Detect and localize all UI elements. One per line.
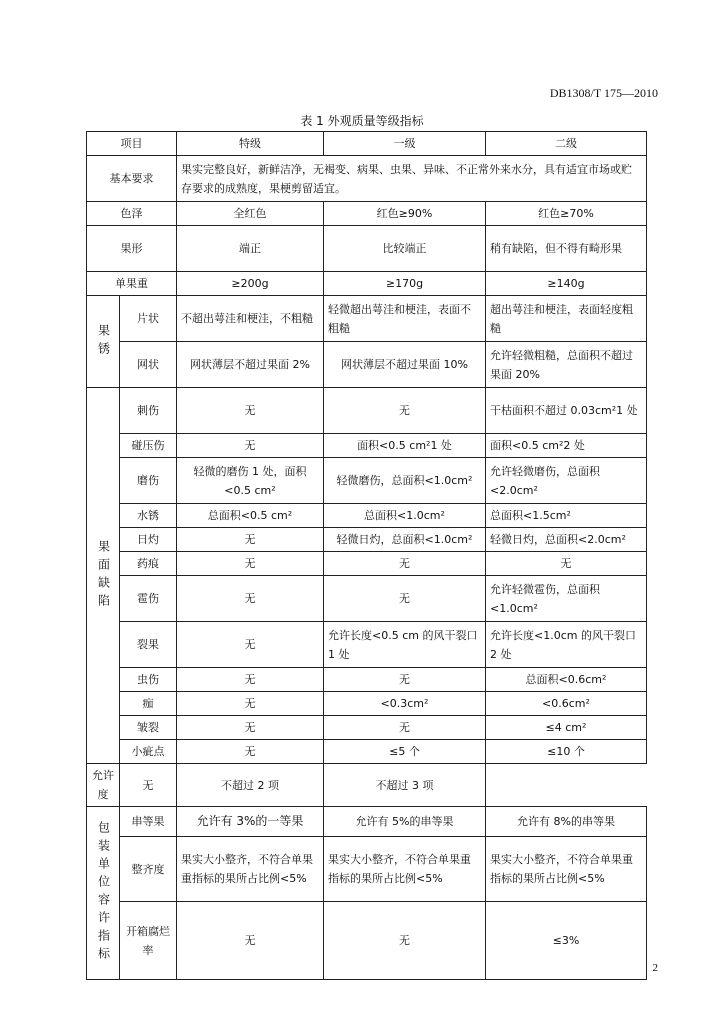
group-label-defects: 果面缺陷	[87, 388, 120, 764]
cell: 无	[177, 552, 324, 576]
cell: ≥200g	[177, 272, 324, 296]
cell: 轻微的磨伤 1 处，面积<0.5 cm²	[177, 458, 324, 504]
cell: 无	[324, 552, 486, 576]
table-row	[87, 716, 647, 740]
table-row	[87, 902, 647, 980]
row-label: 裂果	[120, 622, 177, 668]
table-row	[87, 272, 647, 296]
row-label: 磨伤	[120, 458, 177, 504]
cell: 果实大小整齐，不符合单果重指标的果所占比例<5%	[177, 837, 324, 902]
cell: 允许有 8%的串等果	[486, 807, 647, 837]
cell: 红色≥70%	[486, 202, 647, 226]
document-id: DB1308/T 175—2010	[549, 86, 658, 100]
quality-grade-table	[86, 131, 647, 980]
table-row	[87, 458, 647, 504]
cell: 轻微日灼，总面积<1.0cm²	[324, 528, 486, 552]
cell: ≤3%	[486, 902, 647, 980]
cell: 无	[324, 576, 486, 622]
header-first: 一级	[324, 132, 486, 156]
group-label-packaging: 包装单位容许指标	[87, 807, 120, 980]
cell: 不超过 3 项	[324, 764, 486, 807]
row-label: 片状	[120, 296, 177, 342]
row-label: 基本要求	[87, 156, 177, 202]
cell: 不超过 2 项	[177, 764, 324, 807]
cell: 网状薄层不超过果面 10%	[324, 342, 486, 388]
cell: 果实大小整齐，不符合单果重指标的果所占比例<5%	[324, 837, 486, 902]
cell: ≤10 个	[486, 740, 647, 764]
table-row	[87, 202, 647, 226]
table-row	[87, 668, 647, 692]
row-label: 刺伤	[120, 388, 177, 434]
cell: 无	[486, 552, 647, 576]
table-row	[87, 504, 647, 528]
row-label: 网状	[120, 342, 177, 388]
table-row	[87, 552, 647, 576]
header-second: 二级	[486, 132, 647, 156]
row-label: 日灼	[120, 528, 177, 552]
cell: ≥140g	[486, 272, 647, 296]
cell: 总面积<0.5 cm²	[177, 504, 324, 528]
row-label: 碰压伤	[120, 434, 177, 458]
row-label: 果形	[87, 226, 177, 272]
basic-requirement-text: 果实完整良好，新鲜洁净，无褐变、病果、虫果、异味、不正常外来水分，具有适宜市场或贮存要求的成熟度，果梗剪留适宜。	[177, 156, 647, 202]
cell: 无	[324, 902, 486, 980]
cell: 面积<0.5 cm²1 处	[324, 434, 486, 458]
table-row	[87, 692, 647, 716]
table-row	[87, 156, 647, 202]
cell: 无	[177, 740, 324, 764]
cell: 总面积<1.5cm²	[486, 504, 647, 528]
cell: 允许轻微雹伤，总面积<1.0cm²	[486, 576, 647, 622]
cell: ≤5 个	[324, 740, 486, 764]
table-row	[87, 296, 647, 342]
table-row	[87, 226, 647, 272]
cell: 无	[177, 902, 324, 980]
cell: 无	[177, 668, 324, 692]
cell: 红色≥90%	[324, 202, 486, 226]
cell: 允许轻微粗糙，总面积不超过果面 20%	[486, 342, 647, 388]
cell: 不超出萼洼和梗洼，不粗糙	[177, 296, 324, 342]
table-row	[87, 434, 647, 458]
page-number: 2	[652, 962, 658, 974]
cell: 无	[324, 716, 486, 740]
header-item: 项目	[87, 132, 177, 156]
table-row	[87, 576, 647, 622]
row-label: 小疵点	[120, 740, 177, 764]
cell: 无	[177, 622, 324, 668]
cell: 无	[177, 692, 324, 716]
cell: ≤4 cm²	[486, 716, 647, 740]
table-caption: 表 1 外观质量等级指标	[300, 114, 424, 128]
cell: 无	[120, 764, 177, 807]
group-label-rust: 果锈	[87, 296, 120, 388]
row-label: 串等果	[120, 807, 177, 837]
table-row	[87, 388, 647, 434]
cell: 稍有缺陷，但不得有畸形果	[486, 226, 647, 272]
cell: 超出萼洼和梗洼，表面轻度粗糙	[486, 296, 647, 342]
row-label: 整齐度	[120, 837, 177, 902]
cell: 无	[177, 716, 324, 740]
table-row	[87, 837, 647, 902]
cell: 无	[177, 576, 324, 622]
row-label: 单果重	[87, 272, 177, 296]
cell: 干枯面积不超过 0.03cm²1 处	[486, 388, 647, 434]
table-row	[87, 740, 647, 764]
cell: 全红色	[177, 202, 324, 226]
cell: 网状薄层不超过果面 2%	[177, 342, 324, 388]
cell: 果实大小整齐，不符合单果重指标的果所占比例<5%	[486, 837, 647, 902]
cell: 无	[177, 434, 324, 458]
row-label: 药痕	[120, 552, 177, 576]
row-label: 色泽	[87, 202, 177, 226]
row-label: 皱裂	[120, 716, 177, 740]
cell: 允许有 3%的一等果	[177, 807, 324, 837]
cell: 轻微超出萼洼和梗洼，表面不粗糙	[324, 296, 486, 342]
row-label: 允许度	[87, 764, 120, 807]
row-label: 痂	[120, 692, 177, 716]
table-row	[87, 807, 647, 837]
cell: ≥170g	[324, 272, 486, 296]
row-label: 虫伤	[120, 668, 177, 692]
row-label: 开箱腐烂率	[120, 902, 177, 980]
cell: 无	[177, 528, 324, 552]
cell: 无	[177, 388, 324, 434]
header-premium: 特级	[177, 132, 324, 156]
cell: 面积<0.5 cm²2 处	[486, 434, 647, 458]
row-label: 水锈	[120, 504, 177, 528]
table-row	[87, 764, 647, 807]
cell: <0.6cm²	[486, 692, 647, 716]
cell: 轻微磨伤，总面积<1.0cm²	[324, 458, 486, 504]
cell: 允许有 5%的串等果	[324, 807, 486, 837]
table-row	[87, 342, 647, 388]
cell: 无	[324, 388, 486, 434]
cell: <0.3cm²	[324, 692, 486, 716]
table-header-row	[87, 132, 647, 156]
cell: 比较端正	[324, 226, 486, 272]
cell: 允许长度<0.5 cm 的风干裂口 1 处	[324, 622, 486, 668]
cell: 端正	[177, 226, 324, 272]
cell: 无	[324, 668, 486, 692]
table-row	[87, 622, 647, 668]
cell: 允许轻微磨伤，总面积<2.0cm²	[486, 458, 647, 504]
cell: 允许长度<1.0cm 的风干裂口 2 处	[486, 622, 647, 668]
cell: 总面积<1.0cm²	[324, 504, 486, 528]
cell: 轻微日灼，总面积<2.0cm²	[486, 528, 647, 552]
table-row	[87, 528, 647, 552]
row-label: 雹伤	[120, 576, 177, 622]
cell: 总面积<0.6cm²	[486, 668, 647, 692]
